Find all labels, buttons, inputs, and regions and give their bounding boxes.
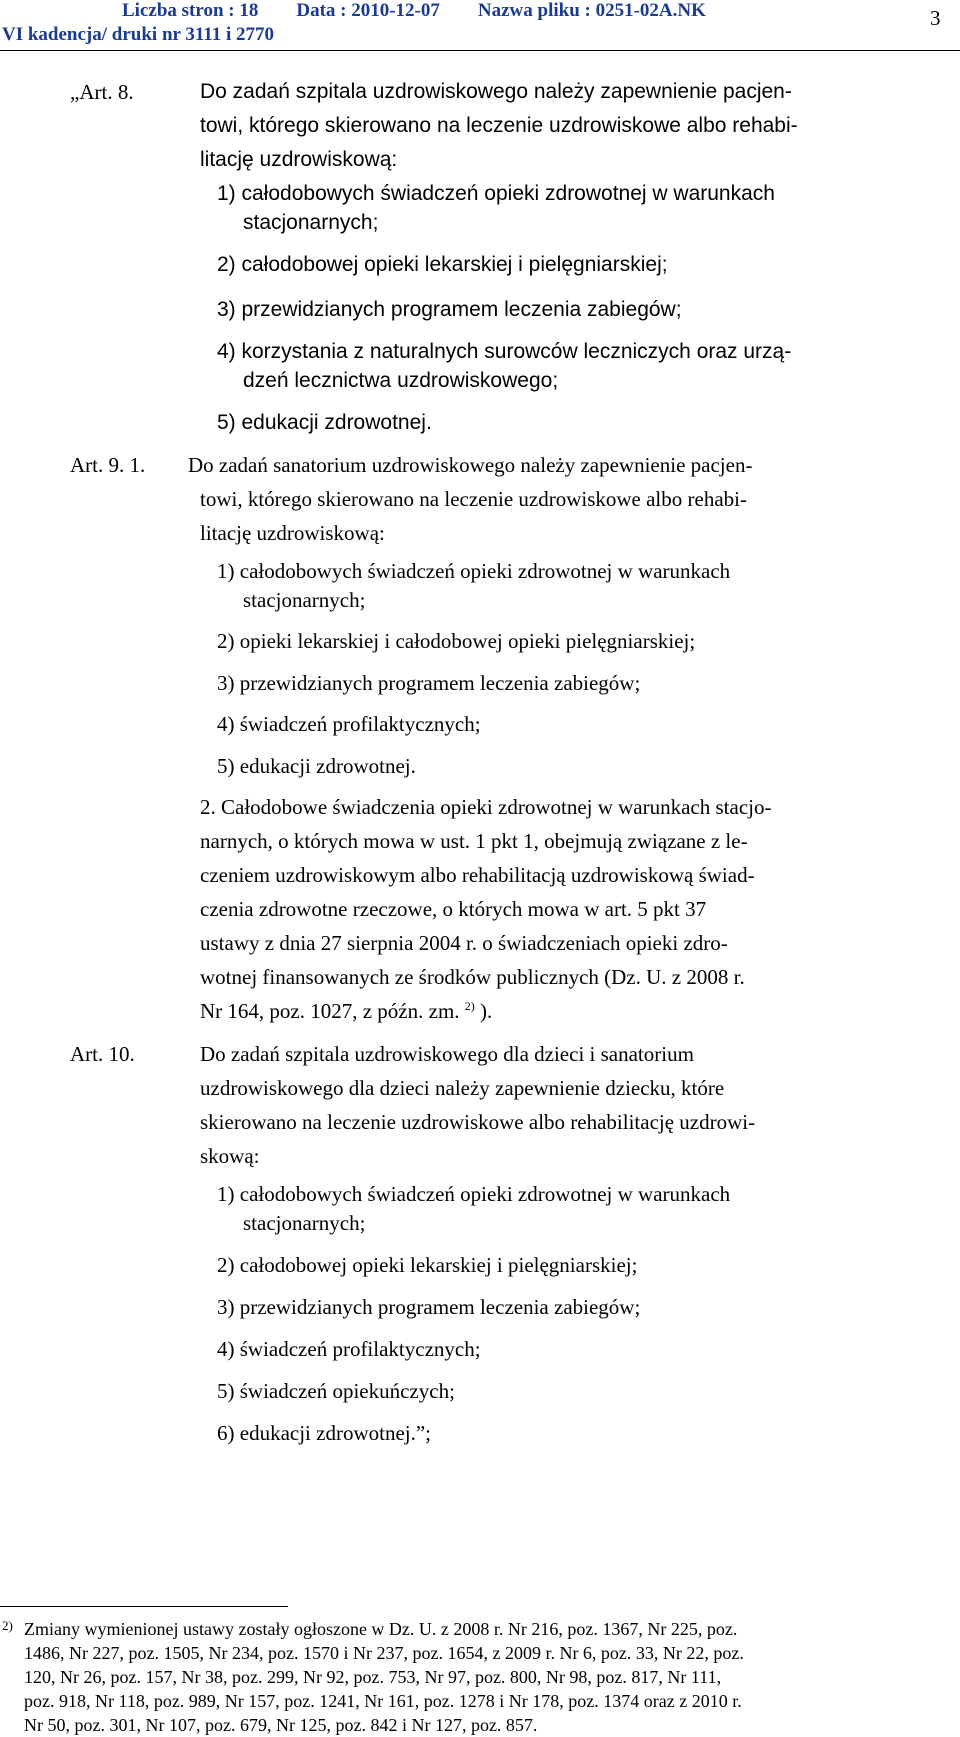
art9-ust2-line-5: ustawy z dnia 27 sierpnia 2004 r. o świadczeniach opieki zdro- (200, 931, 728, 955)
footnote-reference: 2) (464, 999, 475, 1013)
term-info: VI kadencja/ druki nr 3111 i 2770 (2, 24, 275, 45)
art10-line-2: uzdrowiskowego dla dzieci należy zapewnienie dziecku, które (200, 1076, 725, 1100)
footnote-line-4: poz. 918, Nr 118, poz. 989, Nr 157, poz. 1241, Nr 161, poz. 1278 i Nr 178, poz. 1374 oraz z 2010 r. (24, 1691, 742, 1711)
ust2-last-end: ). (474, 999, 493, 1023)
art9-line-1: Do zadań sanatorium uzdrowiskowego należy zapewnienie pacjen- (188, 453, 753, 477)
art8-item-4-cont: dzeń lecznictwa uzdrowiskowego; (243, 369, 559, 392)
footnote-line-5: Nr 50, poz. 301, Nr 107, poz. 679, Nr 125, poz. 842 i Nr 127, poz. 857. (24, 1715, 538, 1735)
art9-ust2-line-3: czeniem uzdrowiskowym albo rehabilitacją uzdrowiskową świad- (200, 863, 755, 887)
art10-line-3: skierowano na leczenie uzdrowiskowe albo rehabilitację uzdrowi- (200, 1110, 756, 1134)
art10-item-2: 2) całodobowej opieki lekarskiej i pielęgniarskiej; (217, 1253, 638, 1277)
art8-item-2: 2) całodobowej opieki lekarskiej i pielęgniarskiej; (217, 253, 668, 276)
art9-line-2: towi, którego skierowano na leczenie uzdrowiskowe albo rehabi- (200, 487, 747, 511)
file-name: Nazwa pliku : 0251-02A.NK (477, 0, 706, 21)
art9-ust2-line-7 (200, 994, 492, 1031)
footnote-divider (0, 1606, 288, 1607)
art9-ust2-line-4: czenia zdrowotne rzeczowe, o których mowa w art. 5 pkt 37 (200, 897, 707, 921)
art8-item-3: 3) przewidzianych programem leczenia zabiegów; (217, 298, 682, 321)
art10-item-3: 3) przewidzianych programem leczenia zabiegów; (217, 1295, 641, 1319)
document-date: Data : 2010-12-07 (296, 0, 440, 21)
art8-label: „Art. 8. (70, 80, 134, 104)
footnote-marker: 2) (2, 1618, 13, 1633)
art9-item-4: 4) świadczeń profilaktycznych; (217, 712, 481, 736)
art10-item-1: 1) całodobowych świadczeń opieki zdrowotnej w warunkach (217, 1182, 731, 1206)
art9-item-5: 5) edukacji zdrowotnej. (217, 754, 416, 778)
art10-label: Art. 10. (70, 1042, 135, 1066)
art9-ust2-line-6: wotnej finansowanych ze środków publicznych (Dz. U. z 2008 r. (200, 965, 745, 989)
art9-item-2: 2) opieki lekarskiej i całodobowej opieki pielęgniarskiej; (217, 629, 696, 653)
header-divider (0, 50, 960, 51)
art8-line-1: Do zadań szpitala uzdrowiskowego należy zapewnienie pacjen- (200, 80, 792, 103)
art10-item-4: 4) świadczeń profilaktycznych; (217, 1337, 481, 1361)
page-count: Liczba stron : 18 (122, 0, 259, 21)
footnote-line-2: 1486, Nr 227, poz. 1505, Nr 234, poz. 1570 i Nr 237, poz. 1654, z 2009 r. Nr 6, poz. 33, Nr 22, poz. (24, 1643, 744, 1663)
page-number: 3 (930, 6, 941, 30)
art10-item-1-cont: stacjonarnych; (243, 1211, 366, 1235)
art10-item-5: 5) świadczeń opiekuńczych; (217, 1379, 455, 1403)
art10-line-1: Do zadań szpitala uzdrowiskowego dla dzieci i sanatorium (200, 1042, 694, 1066)
art8-line-3: litację uzdrowiskową: (200, 148, 398, 171)
art9-line-3: litację uzdrowiskową: (200, 521, 385, 545)
art9-label: Art. 9. 1. (70, 453, 146, 477)
footnote-line-1: Zmiany wymienionej ustawy zostały ogłoszone w Dz. U. z 2008 r. Nr 216, poz. 1367, Nr 225, poz. (24, 1619, 738, 1639)
art8-item-1: 1) całodobowych świadczeń opieki zdrowotnej w warunkach (217, 182, 775, 205)
art8-item-1-cont: stacjonarnych; (243, 211, 379, 234)
header-metadata (122, 0, 744, 22)
art8-item-5: 5) edukacji zdrowotnej. (217, 411, 432, 434)
art9-item-1-cont: stacjonarnych; (243, 588, 366, 612)
art8-item-4: 4) korzystania z naturalnych surowców leczniczych oraz urzą- (217, 340, 792, 363)
art9-ust2-line-2: narnych, o których mowa w ust. 1 pkt 1, obejmują związane z le- (200, 829, 748, 853)
art9-item-1: 1) całodobowych świadczeń opieki zdrowotnej w warunkach (217, 559, 731, 583)
art10-item-6: 6) edukacji zdrowotnej.”; (217, 1421, 431, 1445)
document-header (0, 0, 960, 56)
art8-line-2: towi, którego skierowano na leczenie uzdrowiskowe albo rehabi- (200, 114, 798, 137)
art9-item-3: 3) przewidzianych programem leczenia zabiegów; (217, 671, 641, 695)
footnote-line-3: 120, Nr 26, poz. 157, Nr 38, poz. 299, Nr 92, poz. 753, Nr 97, poz. 800, Nr 98, poz. 817, Nr 111, (24, 1667, 722, 1687)
art10-line-4: skową: (200, 1144, 260, 1168)
art9-ust2-line-1: 2. Całodobowe świadczenia opieki zdrowotnej w warunkach stacjo- (200, 795, 772, 819)
ust2-last-text: Nr 164, poz. 1027, z późn. zm. (200, 999, 460, 1023)
